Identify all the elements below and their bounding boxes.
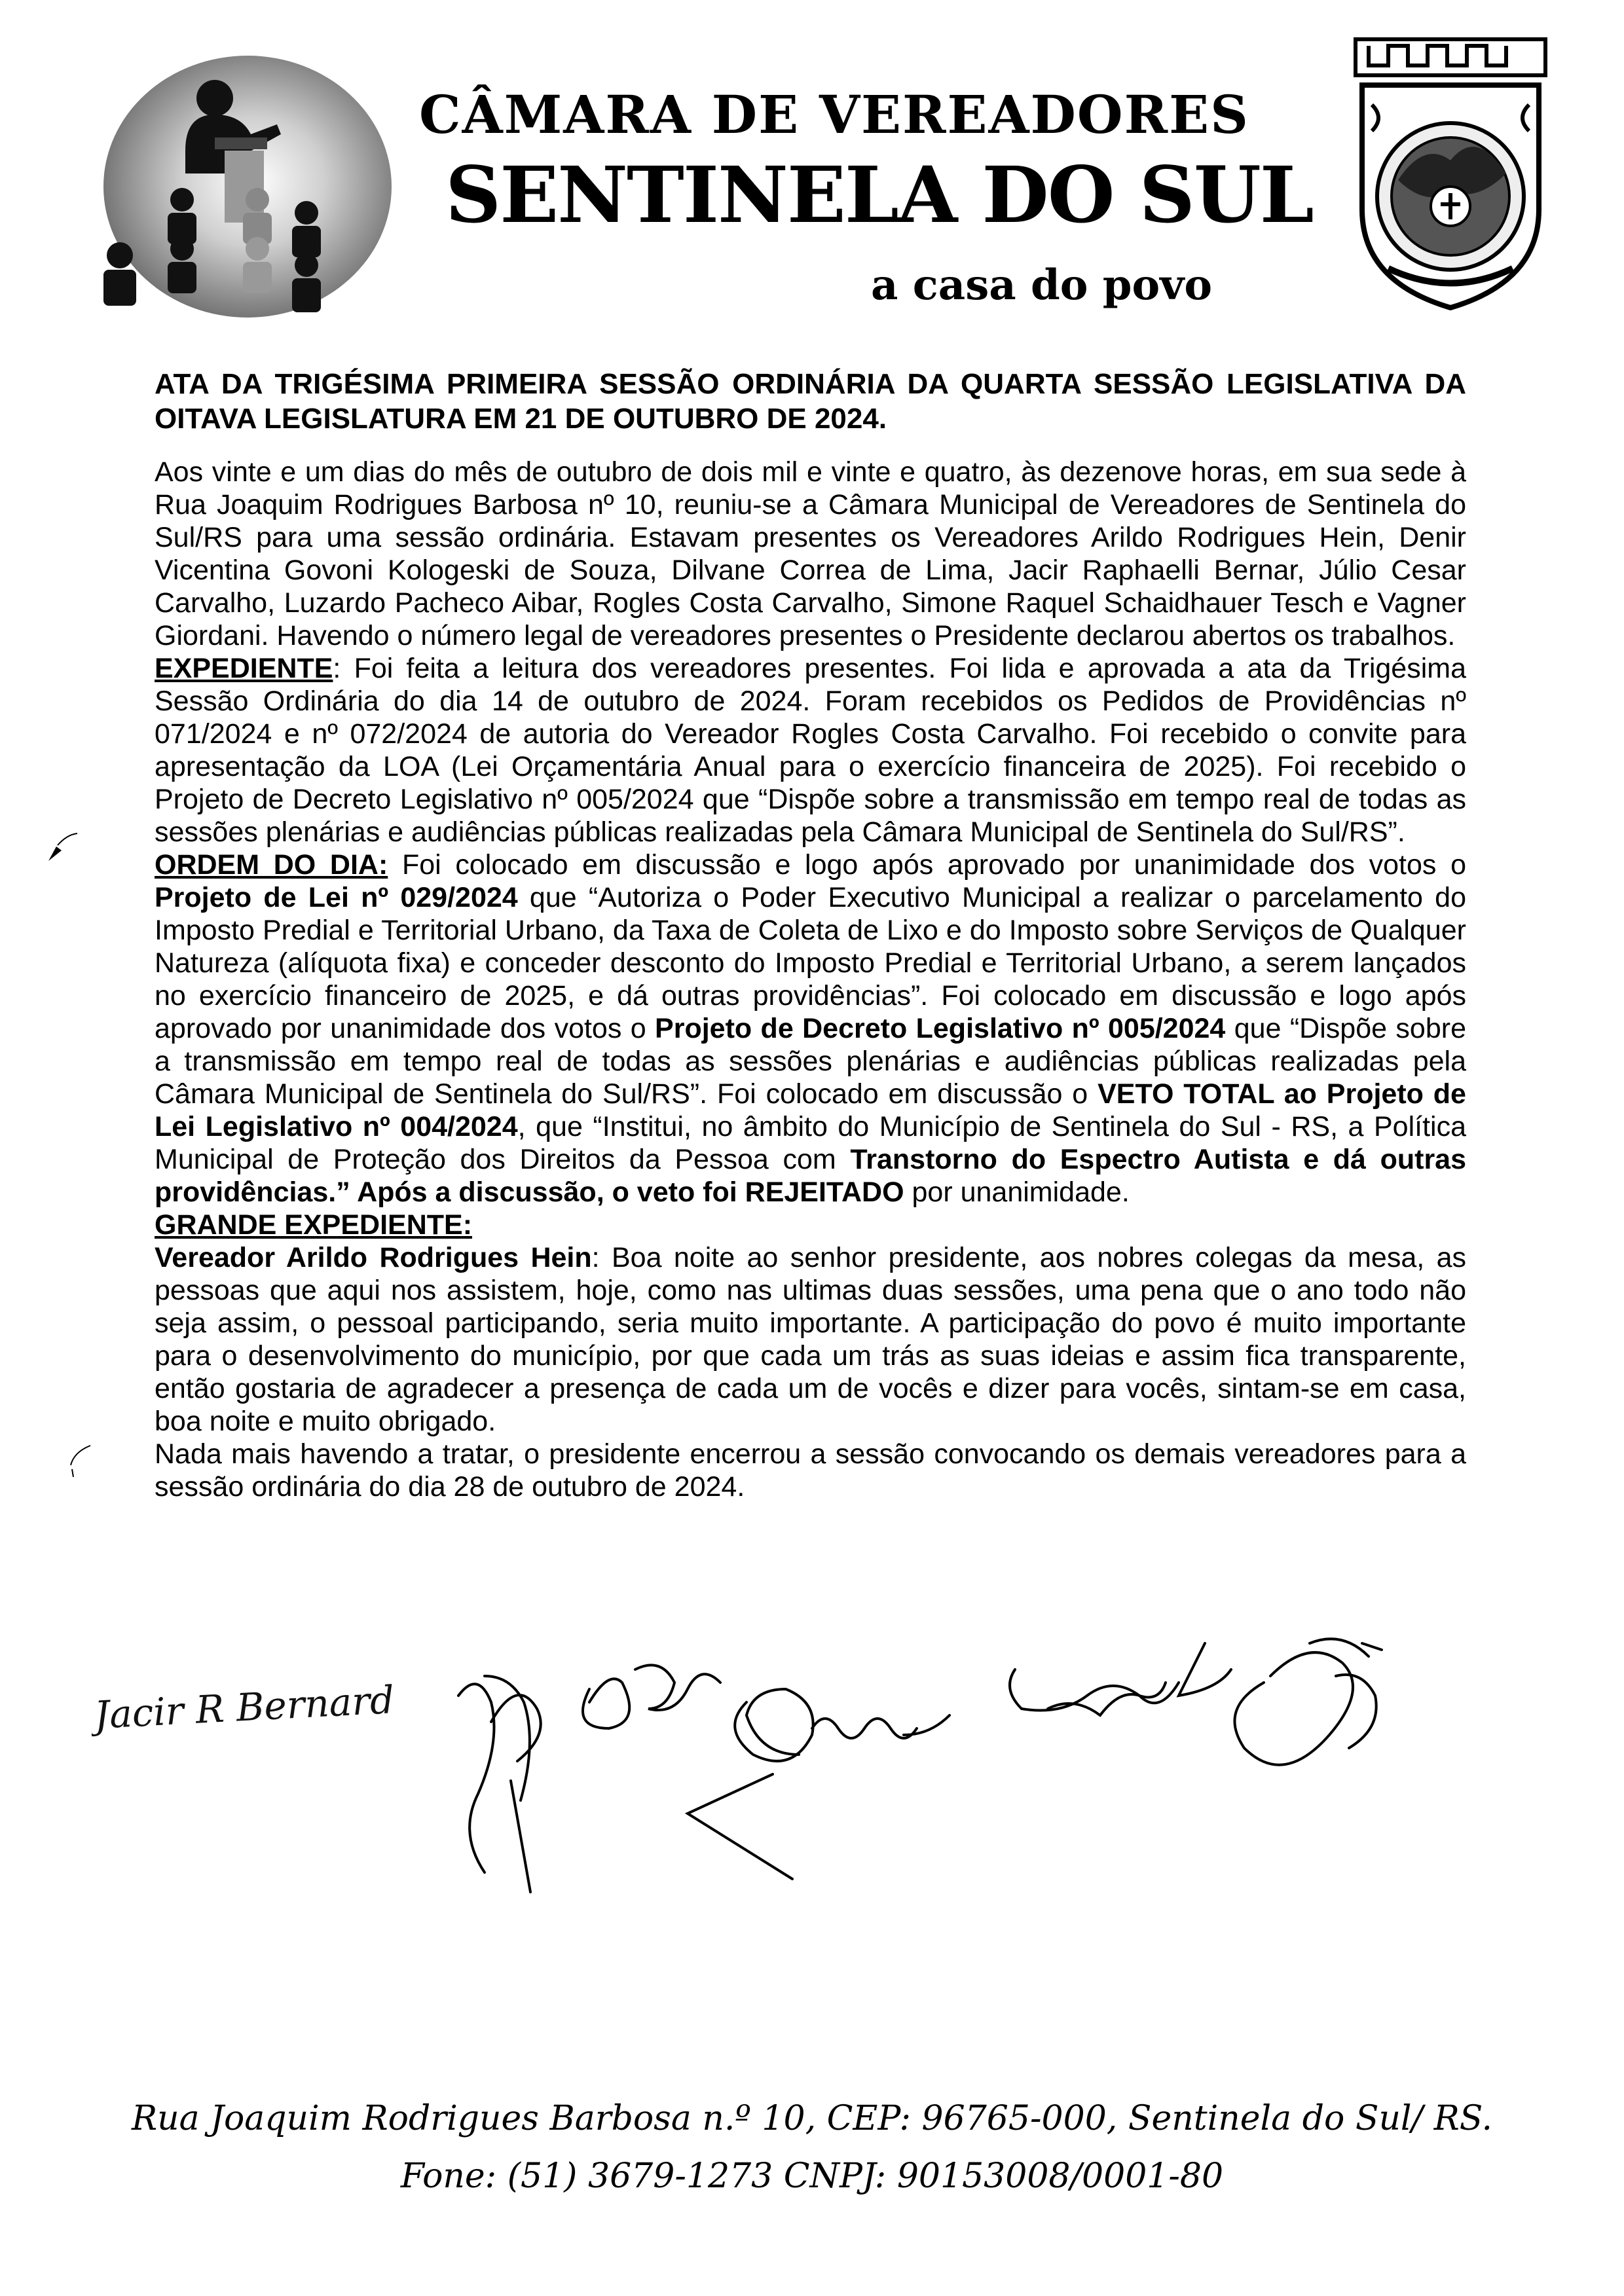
document-title: ATA DA TRIGÉSIMA PRIMEIRA SESSÃO ORDINÁRIA DA QUARTA SESSÃO LEGISLATIVA DA OITAVA LEGISLATURA EM 21 DE OUTUBRO DE 2024. [155, 368, 1466, 435]
municipal-crest-icon [1342, 33, 1559, 321]
speaker-name: Vereador Arildo Rodrigues Hein [155, 1242, 592, 1273]
header-chamber-name: CÂMARA DE VEREADORES [419, 84, 1249, 145]
opening-paragraph: Aos vinte e um dias do mês de outubro de dois mil e vinte e quatro, às dezenove horas, em sua sede à Rua Joaquim Rodrigues Barbosa nº 10, reuniu-se a Câmara Municipal de Vereadores de Sentinela do Sul/RS para uma sessão ordinária. Estavam presentes os Vereadores Arildo Rodrigues Hein, Denir Vicentina Govoni Kologeski de Souza, Dilvane Correa de Lima, Jacir Raphaelli Bernar, Júlio Cesar Carvalho, Luzardo Pacheco Aibar, Rogles Costa Carvalho, Simone Raquel Schaidhauer Tesch e Vagner Giordani. Havendo o número legal de vereadores presentes o Presidente declarou abertos os trabalhos. [155, 456, 1466, 651]
grande-expediente-heading-line [155, 1209, 1466, 1241]
minutes-body [155, 367, 1466, 1503]
grande-expediente-speech [155, 1241, 1466, 1438]
ordem-text-5: por unanimidade. [904, 1176, 1130, 1208]
signature-4 [688, 1689, 950, 1879]
ordem-text-4: , que “Institui, no âmbito do Município de Sentinela do Sul - RS, a Política Municipal de Proteção dos Direitos da Pessoa com [155, 1111, 1466, 1175]
signature-1: Jacir R Bernard [93, 1677, 396, 1738]
ordem-text-3: que “Dispõe sobre a transmissão em tempo real de todas as sessões plenárias e audiências públicas realizadas pela Câmara Municipal de Sentinela do Sul/RS”. Foi colocado em discussão o [155, 1013, 1466, 1110]
ordem-text-1: Foi colocado em discussão e logo após aprovado por unanimidade dos votos o [388, 849, 1466, 881]
header-city-name: SENTINELA DO SUL [445, 149, 1313, 240]
ordem-do-dia-section [155, 848, 1466, 1209]
footer [0, 2090, 1624, 2205]
footer-contact: Fone: (51) 3679-1273 CNPJ: 90153008/0001-80 [400, 2157, 1224, 2196]
signature-2 [458, 1676, 541, 1892]
header-slogan: a casa do povo [871, 261, 1212, 310]
signature-5 [1010, 1643, 1231, 1715]
expediente-section [155, 652, 1466, 848]
ordem-do-dia-heading: ORDEM DO DIA: [155, 849, 388, 881]
signature-3 [583, 1665, 720, 1728]
expediente-text: : Foi feita a leitura dos vereadores presentes. Foi lida e aprovada a ata da Trigésima Sessão Ordinária do dia 14 de outubro de 2024. Foram recebidos os Pedidos de Providências nº 071/2024 e nº 072/2024 de autoria do Vereador Rogles Costa Carvalho. Foi recebido o convite para apresentação da LOA (Lei Orçamentária Anual para o exercício financeira de 2025). Foi recebido o Projeto de Decreto Legislativo nº 005/2024 que “Dispõe sobre a transmissão em tempo real de todas as sessões plenárias e audiências públicas realizadas pela Câmara Municipal de Sentinela do Sul/RS”. [155, 653, 1466, 848]
decree-005-2024: Projeto de Decreto Legislativo nº 005/2024 [655, 1013, 1226, 1044]
closing-paragraph: Nada mais havendo a tratar, o presidente encerrou a sessão convocando os demais vereadores para a sessão ordinária do dia 28 de outubro de 2024. [155, 1438, 1466, 1503]
ordem-text-2: que “Autoriza o Poder Executivo Municipal a realizar o parcelamento do Imposto Predial e Territorial Urbano, da Taxa de Coleta de Lixo e do Imposto sobre Serviços de Qualquer Natureza (alíquota fixa) e conceder desconto do Imposto Predial e Territorial Urbano, a serem lançados no exercício financeiro de 2025, e dá outras providências”. Foi colocado em discussão e logo após aprovado por unanimidade dos votos o [155, 882, 1466, 1044]
councillor-signatures [92, 1617, 1493, 1958]
speech-text: : Boa noite ao senhor presidente, aos nobres colegas da mesa, as pessoas que aqui nos assistem, hoje, como nas ultimas duas sessões, uma pena que o ano todo não seja assim, o pessoal participando, seria muito importante. A participação do povo é muito importante para o desenvolvimento do município, por que cada um trás as suas ideias e assim fica transparente, então gostaria de agradecer a presença de cada um de vocês e dizer para vocês, sintam-se em casa, boa noite e muito obrigado. [155, 1242, 1466, 1437]
veto-total: VETO TOTAL ao Projeto de Lei Legislativo nº 004/2024 [155, 1078, 1466, 1142]
veto-result: Transtorno do Espectro Autista e dá outras providências.” Após a discussão, o veto foi REJEITADO [155, 1144, 1467, 1208]
bill-029-2024: Projeto de Lei nº 029/2024 [155, 882, 518, 913]
signature-6 [1234, 1639, 1382, 1764]
chamber-logo [84, 52, 392, 321]
expediente-heading: EXPEDIENTE [155, 653, 333, 684]
footer-address: Rua Joaquim Rodrigues Barbosa n.º 10, CEP: 96765-000, Sentinela do Sul/ RS. [131, 2099, 1493, 2138]
margin-pen-mark [64, 1440, 97, 1480]
grande-expediente-heading: GRANDE EXPEDIENTE: [155, 1209, 473, 1241]
margin-pen-mark [42, 828, 81, 867]
